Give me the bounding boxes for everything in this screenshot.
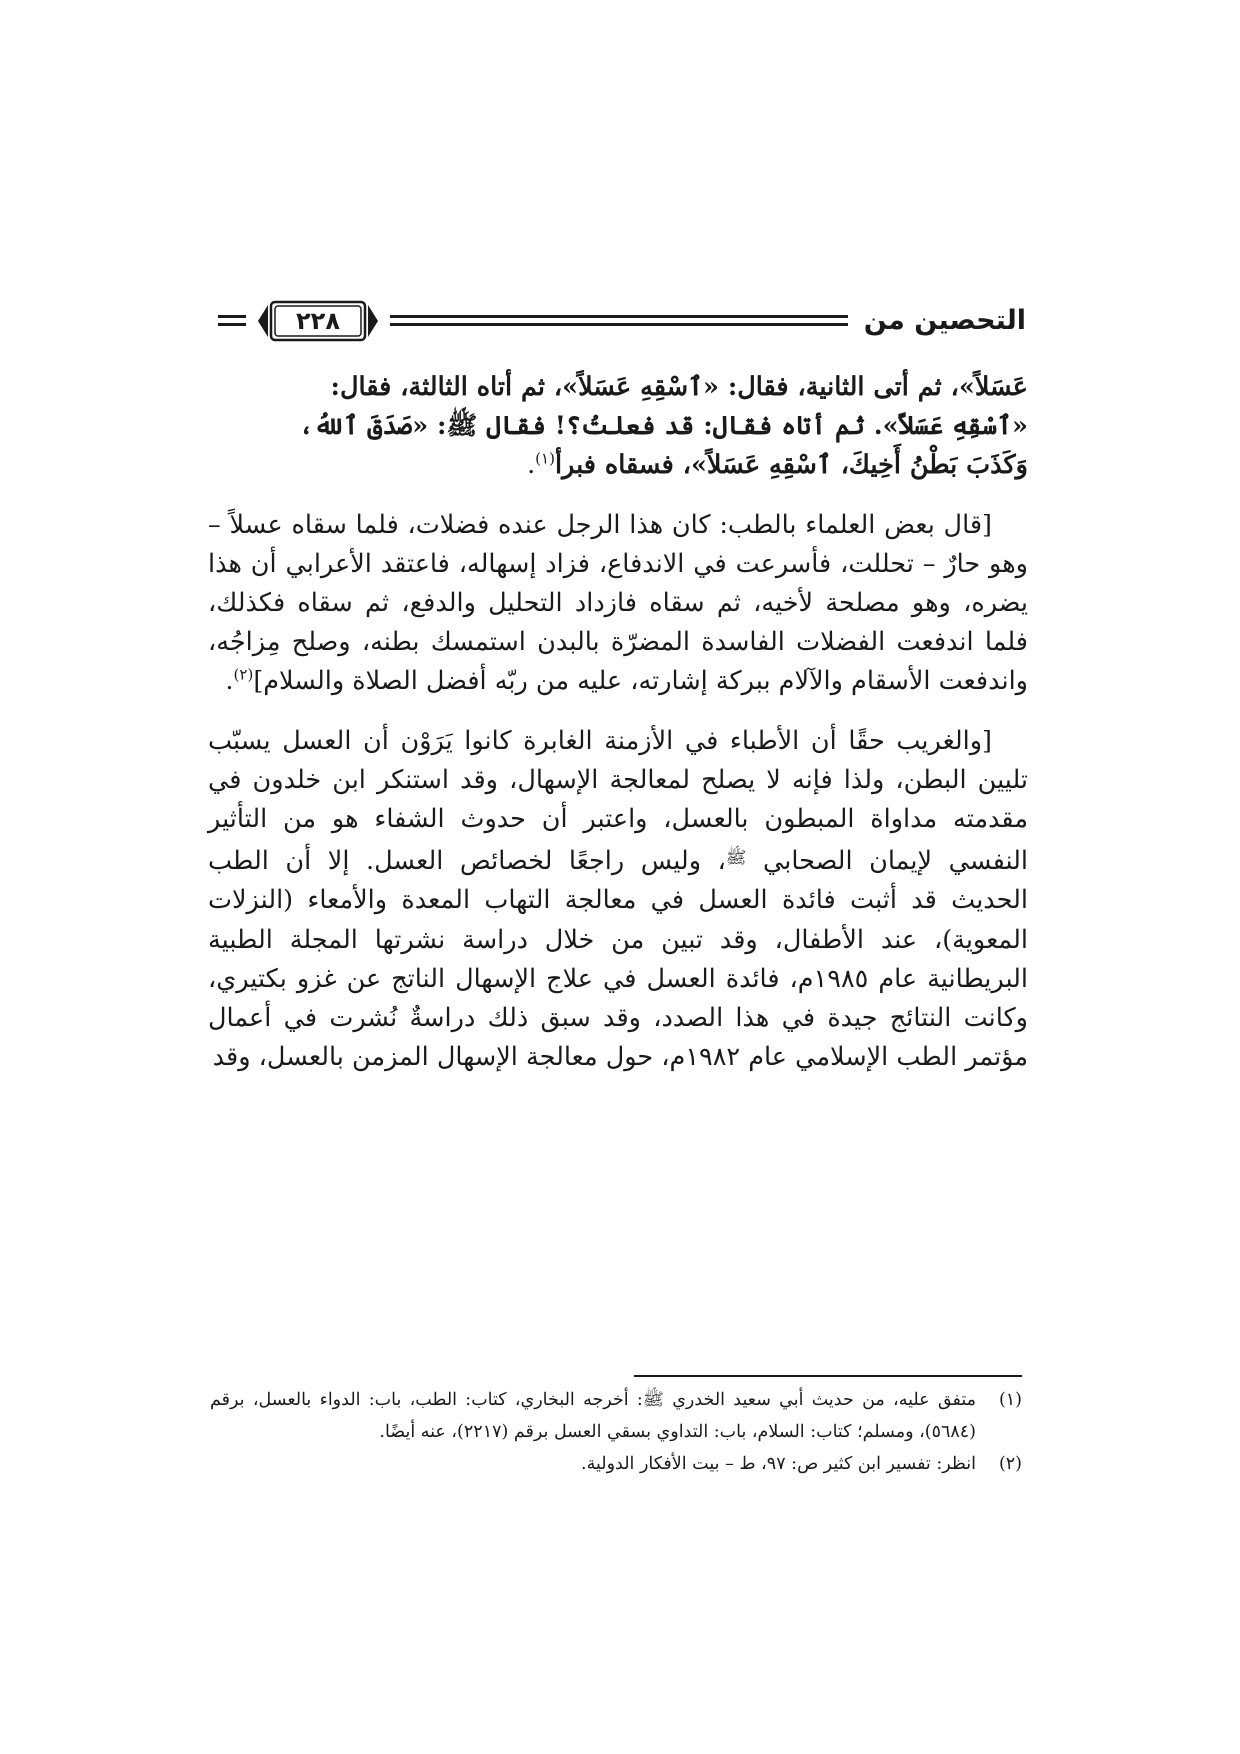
footnote-1-number: (١) (998, 1390, 1022, 1410)
scholars-text-end: . (225, 666, 234, 697)
footnote-1 (210, 1384, 1022, 1448)
footnote-2 (210, 1448, 1022, 1480)
paragraph-modern-medicine (208, 722, 1028, 1078)
footnote-separator (634, 1375, 1022, 1377)
modern-medicine-text-1: [والغريب حقًا أن الأطباء في الأزمنة الغابرة كانوا يَرَوْن أن العسل يسبّب تليين البطن، ولذا فإنه لا يصلح لمعالجة الإسهال، وقد استنكر ابن خلدون في مقدمته مداواة المبطون بالعسل، واعتبر أن حدوث الشفاء هو من التأثير النفسي لإيمان الصحابي (208, 725, 1029, 877)
footnote-2-text: انظر: تفسير ابن كثير ص: ٩٧، ط – بيت الأفكار الدولية. (581, 1454, 976, 1474)
main-text (208, 368, 1028, 1097)
footnotes (210, 1384, 1022, 1480)
footnote-ref-2: (٢) (233, 665, 254, 684)
paragraph-hadith (208, 368, 1028, 486)
hadith-line-2: «ٱسْقِهِ عَسَلاً». ثم أتاه فقال: قد فعلتُ؟! فقال ﷺ: «صَدَقَ ٱللهُ، (298, 411, 1028, 442)
modern-medicine-text-2: ، وليس راجعًا لخصائص العسل. إلا أن الطب الحديث قد أثبت فائدة العسل في معالجة التهاب المعدة والأمعاء (النزلات المعوية)، عند الأطفال، وقد تبين من خلال دراسة نشرتها المجلة الطبية البريطانية عام ١٩٨٥م، فائدة العسل في علاج الإسهال الناتج عن غزو بكتيري، وكانت النتائج جيدة في هذا الصدد، وقد سبق ذلك دراسةٌ نُشرت في أعمال مؤتمر الطب الإسلامي عام ١٩٨٢م، حول معالجة الإسهال المزمن بالعسل، وقد (208, 846, 1028, 1073)
footnote-2-number: (٢) (998, 1454, 1022, 1474)
paragraph-scholars (208, 506, 1028, 702)
hadith-line-3: وَكَذَبَ بَطْنُ أَخِيكَ، ٱسْقِهِ عَسَلاً»، فسقاه فبرأ (554, 450, 1028, 481)
page-number-badge (254, 299, 382, 343)
header-short-rule (218, 315, 246, 329)
header-double-rule (390, 315, 848, 329)
scholars-text: [قال بعض العلماء بالطب: كان هذا الرجل عنده فضلات، فلما سقاه عسلاً – وهو حارٌ – تحللت، فأسرعت في الاندفاع، فزاد إسهاله، فاعتقد الأعرابي أن هذا يضره، وهو مصلحة لأخيه، ثم سقاه فازداد التحليل والدفع، ثم سقاه فكذلك، فلما اندفعت الفضلات الفاسدة المضرّة بالبدن استمسك بطنه، وصلح مِزاجُه، واندفعت الأسقام والآلام ببركة إشارته، عليه من ربّه أفضل الصلاة والسلام] (208, 509, 1028, 697)
honorific-glyph: ﷺ (725, 848, 747, 869)
footnote-ref-1: (١) (535, 449, 555, 468)
page-number: ٢٢٨ (296, 307, 340, 335)
hadith-line-3-end: . (527, 450, 536, 481)
footnote-1-text: متفق عليه، من حديث أبي سعيد الخدري ﷺ: أخرجه البخاري، كتاب: الطب، باب: الدواء بالعسل، برقم (٥٦٨٤)، ومسلم؛ كتاب: السلام، باب: التداوي بسقي العسل برقم (٢٢١٧)، عنه أيضًا. (210, 1390, 976, 1442)
running-header (218, 296, 1026, 348)
header-title: التحصين من (863, 305, 1026, 336)
hadith-line-1: عَسَلاً»، ثم أتى الثانية، فقال: «ٱسْقِهِ عَسَلاً»، ثم أتاه الثالثة، فقال: (330, 372, 1028, 402)
